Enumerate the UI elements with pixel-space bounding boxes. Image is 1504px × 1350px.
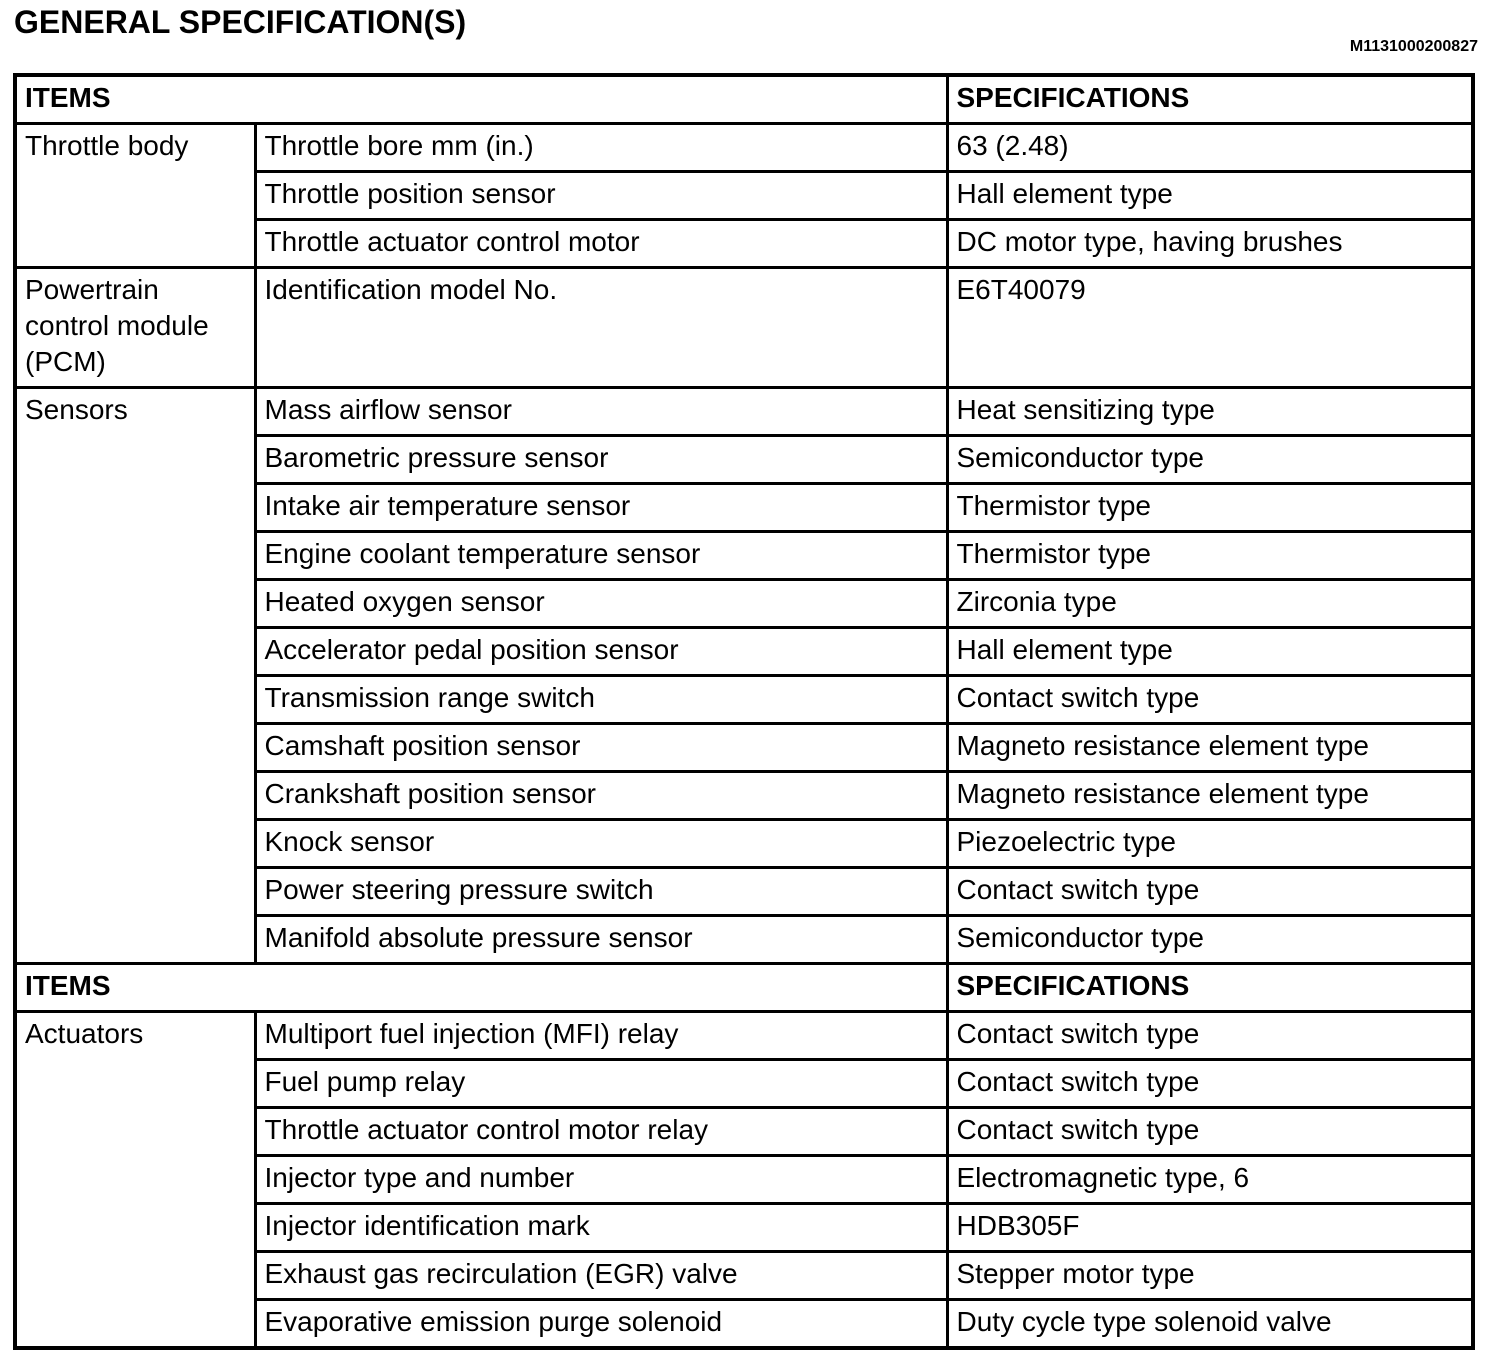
spec-cell: Magneto resistance element type — [947, 772, 1473, 820]
header-specifications: SPECIFICATIONS — [947, 75, 1473, 124]
item-cell: Injector type and number — [255, 1156, 947, 1204]
table-header-row — [15, 75, 1473, 124]
item-cell: Exhaust gas recirculation (EGR) valve — [255, 1252, 947, 1300]
table-row — [15, 388, 1473, 436]
spec-cell: Stepper motor type — [947, 1252, 1473, 1300]
spec-cell: Hall element type — [947, 628, 1473, 676]
table-row — [15, 124, 1473, 172]
spec-cell: Contact switch type — [947, 868, 1473, 916]
item-cell: Accelerator pedal position sensor — [255, 628, 947, 676]
page-title: GENERAL SPECIFICATION(S) — [14, 4, 467, 40]
item-cell: Crankshaft position sensor — [255, 772, 947, 820]
category-cell: Actuators — [15, 1012, 255, 1349]
spec-cell: Semiconductor type — [947, 916, 1473, 964]
spec-cell: Thermistor type — [947, 532, 1473, 580]
spec-cell: Thermistor type — [947, 484, 1473, 532]
item-cell: Throttle position sensor — [255, 172, 947, 220]
document-code: M1131000200827 — [1349, 38, 1478, 55]
spec-cell: Semiconductor type — [947, 436, 1473, 484]
spec-cell: Heat sensitizing type — [947, 388, 1473, 436]
spec-cell: DC motor type, having brushes — [947, 220, 1473, 268]
item-cell: Heated oxygen sensor — [255, 580, 947, 628]
table-header-row — [15, 964, 1473, 1012]
item-cell: Power steering pressure switch — [255, 868, 947, 916]
item-cell: Identification model No. — [255, 268, 947, 388]
item-cell: Knock sensor — [255, 820, 947, 868]
spec-cell: Electromagnetic type, 6 — [947, 1156, 1473, 1204]
item-cell: Barometric pressure sensor — [255, 436, 947, 484]
header-specifications: SPECIFICATIONS — [947, 964, 1473, 1012]
table-row — [15, 268, 1473, 388]
spec-cell: Contact switch type — [947, 1012, 1473, 1060]
specification-table-body — [15, 75, 1473, 1348]
spec-cell: HDB305F — [947, 1204, 1473, 1252]
item-cell: Multiport fuel injection (MFI) relay — [255, 1012, 947, 1060]
item-cell: Transmission range switch — [255, 676, 947, 724]
category-cell: Powertrain control module (PCM) — [15, 268, 255, 388]
table-row — [15, 1012, 1473, 1060]
spec-cell: Magneto resistance element type — [947, 724, 1473, 772]
item-cell: Intake air temperature sensor — [255, 484, 947, 532]
header-items: ITEMS — [15, 75, 947, 124]
item-cell: Injector identification mark — [255, 1204, 947, 1252]
item-cell: Mass airflow sensor — [255, 388, 947, 436]
spec-cell: Hall element type — [947, 172, 1473, 220]
item-cell: Camshaft position sensor — [255, 724, 947, 772]
item-cell: Fuel pump relay — [255, 1060, 947, 1108]
category-cell: Sensors — [15, 388, 255, 964]
item-cell: Engine coolant temperature sensor — [255, 532, 947, 580]
spec-cell: Contact switch type — [947, 1108, 1473, 1156]
item-cell: Throttle bore mm (in.) — [255, 124, 947, 172]
item-cell: Throttle actuator control motor relay — [255, 1108, 947, 1156]
spec-cell: Contact switch type — [947, 1060, 1473, 1108]
spec-cell: Duty cycle type solenoid valve — [947, 1300, 1473, 1349]
spec-cell: 63 (2.48) — [947, 124, 1473, 172]
header-items: ITEMS — [15, 964, 947, 1012]
spec-cell: Zirconia type — [947, 580, 1473, 628]
item-cell: Evaporative emission purge solenoid — [255, 1300, 947, 1349]
spec-cell: E6T40079 — [947, 268, 1473, 388]
specification-table — [13, 73, 1475, 1350]
spec-cell: Piezoelectric type — [947, 820, 1473, 868]
item-cell: Manifold absolute pressure sensor — [255, 916, 947, 964]
spec-cell: Contact switch type — [947, 676, 1473, 724]
item-cell: Throttle actuator control motor — [255, 220, 947, 268]
category-cell: Throttle body — [15, 124, 255, 268]
